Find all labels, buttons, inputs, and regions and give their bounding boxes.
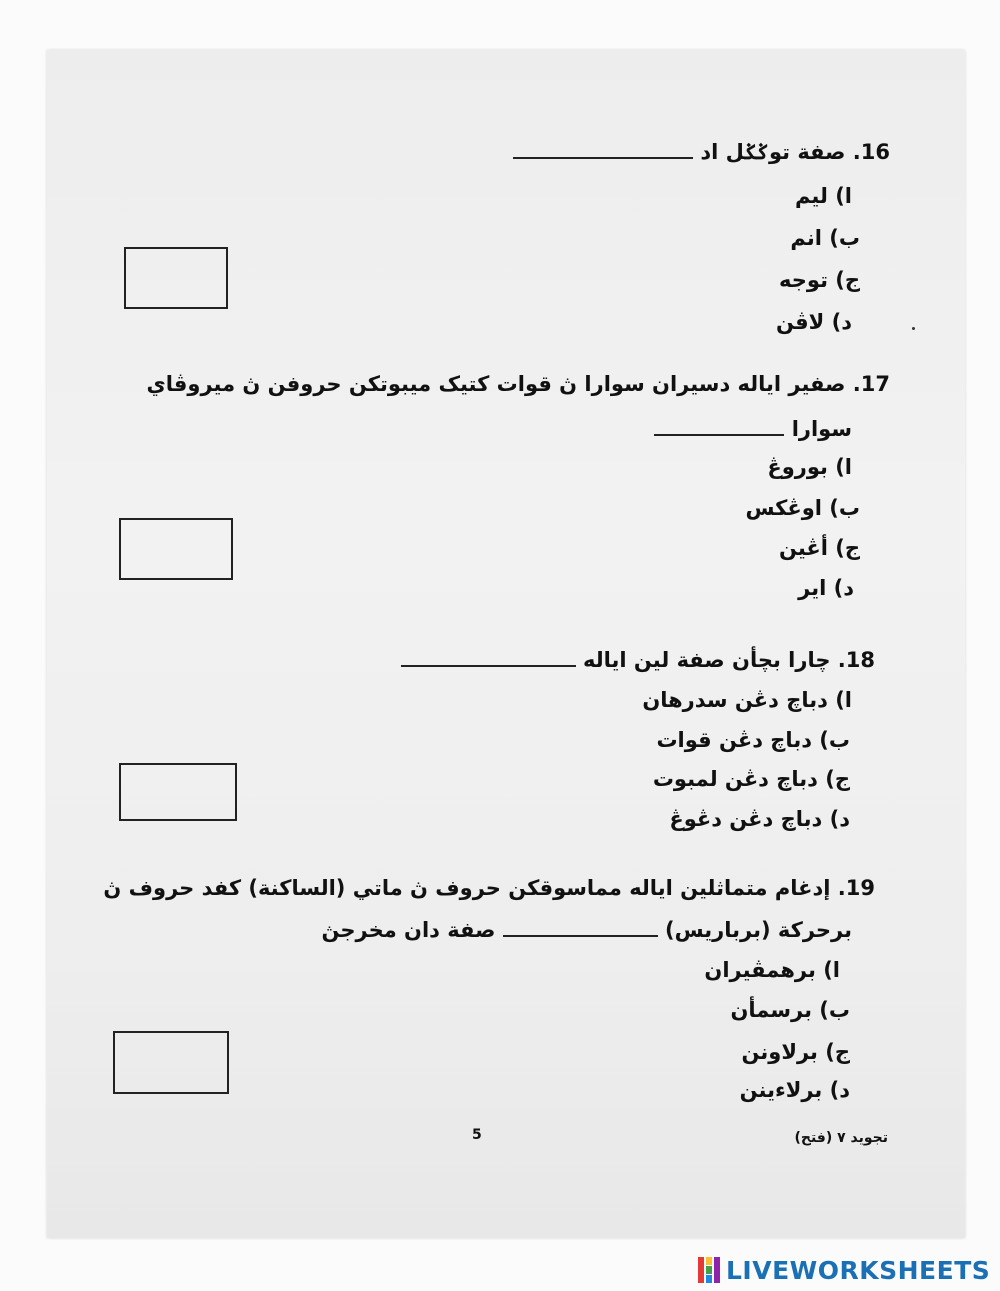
page-number: 5 (472, 1127, 482, 1143)
question-text: سوارا (791, 417, 852, 441)
option-text: دباچ دڠن لمبوت (652, 767, 818, 791)
option-18-a (642, 688, 852, 712)
option-text: انم (790, 226, 822, 250)
option-18-c (653, 767, 850, 791)
option-letter: ا) (835, 688, 852, 712)
option-letter: ج) (825, 767, 850, 791)
option-text: برهمڤيران (704, 958, 816, 982)
option-text: اير (798, 576, 827, 600)
option-text: بوروڠ (767, 455, 828, 479)
option-19-b (730, 998, 850, 1022)
stray-mark (912, 327, 915, 330)
option-18-d (669, 807, 850, 831)
question-text: برحركة (برباريس) (665, 918, 852, 942)
question-text: صفة توݢݢل اد (700, 140, 846, 164)
option-17-c (779, 536, 860, 560)
option-letter: ب) (829, 496, 860, 520)
answer-box-17[interactable] (119, 518, 233, 580)
answer-box-16[interactable] (124, 247, 228, 309)
question-number: 19. (837, 876, 875, 900)
question-18 (401, 648, 875, 672)
question-number: 18. (837, 648, 875, 672)
option-16-b (790, 226, 860, 250)
option-text: اوڠكس (745, 496, 822, 520)
answer-blank (513, 157, 693, 159)
question-17-line-2 (654, 417, 852, 441)
question-19-line-2 (321, 918, 852, 942)
question-text: صفير اياله دسيران سوارا ڽ قوات كتيک ميبوتكن حروفن ڽ ميروڤاي (146, 372, 846, 396)
option-19-c (742, 1040, 850, 1064)
question-number: 17. (852, 372, 890, 396)
option-16-c (779, 268, 860, 292)
option-letter: د) (831, 310, 852, 334)
option-text: أڠين (778, 536, 828, 560)
option-letter: ب) (819, 998, 850, 1022)
liveworksheets-logo-icon (698, 1257, 720, 1283)
option-text: دباچ دڠن سدرهان (642, 688, 828, 712)
question-text: صفة دان مخرجڽ (321, 918, 496, 942)
footer-subject: تجويد ٧ (فتح) (794, 1130, 888, 1146)
option-19-a (704, 958, 840, 982)
option-text: برلاءينن (739, 1078, 823, 1102)
option-letter: د) (829, 807, 850, 831)
question-text: إدغام متماثلين اياله مماسوقكن حروف ڽ ماتي (الساكنة) كفد حروف ڽ (103, 876, 831, 900)
question-19 (103, 876, 875, 900)
option-letter: د) (833, 576, 854, 600)
option-letter: ب) (829, 226, 860, 250)
option-text: برسمأن (730, 998, 812, 1022)
option-text: توجه (779, 268, 828, 292)
option-letter: ا) (835, 455, 852, 479)
answer-blank (401, 665, 576, 667)
option-17-b (745, 496, 860, 520)
answer-blank (503, 935, 658, 937)
option-16-d (776, 310, 852, 334)
option-letter: ا) (835, 184, 852, 208)
option-letter: ا) (823, 958, 840, 982)
answer-box-18[interactable] (119, 763, 237, 821)
option-17-d (798, 576, 854, 600)
question-text: چارا بچأن صفة لين اياله (583, 648, 831, 672)
option-text: دباچ دڠن قوات (656, 728, 812, 752)
question-17 (147, 372, 890, 396)
question-number: 16. (852, 140, 890, 164)
option-17-a (767, 455, 852, 479)
brand-name: LIVEWORKSHEETS (726, 1255, 991, 1285)
option-text: لاڤن (776, 310, 825, 334)
option-16-a (795, 184, 852, 208)
option-text: برلاونن (741, 1040, 818, 1064)
liveworksheets-brand (698, 1255, 990, 1285)
answer-box-19[interactable] (113, 1031, 229, 1094)
option-18-b (656, 728, 850, 752)
option-letter: ب) (819, 728, 850, 752)
option-19-d (740, 1078, 850, 1102)
option-letter: ج) (835, 536, 860, 560)
option-letter: ج) (825, 1040, 850, 1064)
option-text: دباچ دڠن دڠوڠ (669, 807, 823, 831)
question-16 (513, 140, 890, 164)
option-letter: ج) (835, 268, 860, 292)
answer-blank (654, 434, 784, 436)
option-text: ليم (794, 184, 828, 208)
option-letter: د) (829, 1078, 850, 1102)
